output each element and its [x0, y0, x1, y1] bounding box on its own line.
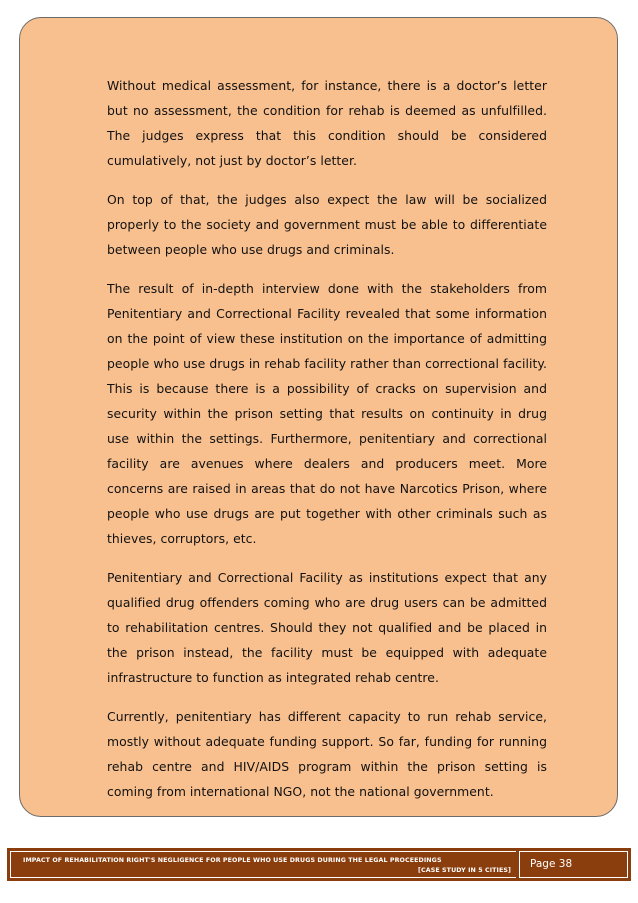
paragraph-1: Without medical assessment, for instance, there is a doctor’s letter but no assessment, the condition for rehab is deemed as unfulfilled. The judges express that this condition should be considered cumulatively, not just by doctor’s letter. [107, 78, 547, 168]
paragraph-4: Penitentiary and Correctional Facility as institutions expect that any qualified drug offenders coming who are drug users can be admitted to rehabilitation centres. Should they not qualified and be placed in the prison instead, the facility must be equipped with adequate infrastructure to function as integrated rehab centre. [107, 570, 547, 685]
page-number: Page 38 [519, 852, 627, 877]
paragraph-3: The result of in-depth interview done with the stakeholders from Penitentiary and Correctional Facility revealed that some information on the point of view these institution on the importance of admitting people who use drugs in rehab facility rather than correctional facility. This is because there is a possibility of cracks on supervision and security within the prison setting that results on continuity in drug use within the settings. Furthermore, penitentiary and correctional facility are avenues where dealers and producers meet. More concerns are raised in areas that do not have Narcotics Prison, where people who use drugs are put together with other criminals such as thieves, corruptors, etc. [107, 281, 547, 546]
footer-frame [10, 851, 628, 878]
body-text [107, 73, 547, 818]
paragraph-5: Currently, penitentiary has different capacity to run rehab service, mostly without adequate funding support. So far, funding for running rehab centre and HIV/AIDS program within the prison setting is coming from international NGO, not the national government. [107, 709, 547, 799]
page-footer [7, 848, 631, 881]
footer-title-line-1: IMPACT OF REHABILITATION RIGHT'S NEGLIGENCE FOR PEOPLE WHO USE DRUGS DURING THE LEGAL PROCEEDINGS [23, 857, 442, 864]
footer-title [23, 856, 511, 876]
paragraph-2: On top of that, the judges also expect the law will be socialized properly to the society and government must be able to differentiate between people who use drugs and criminals. [107, 192, 547, 257]
footer-title-line-2: [CASE STUDY IN 5 CITIES] [418, 867, 511, 874]
